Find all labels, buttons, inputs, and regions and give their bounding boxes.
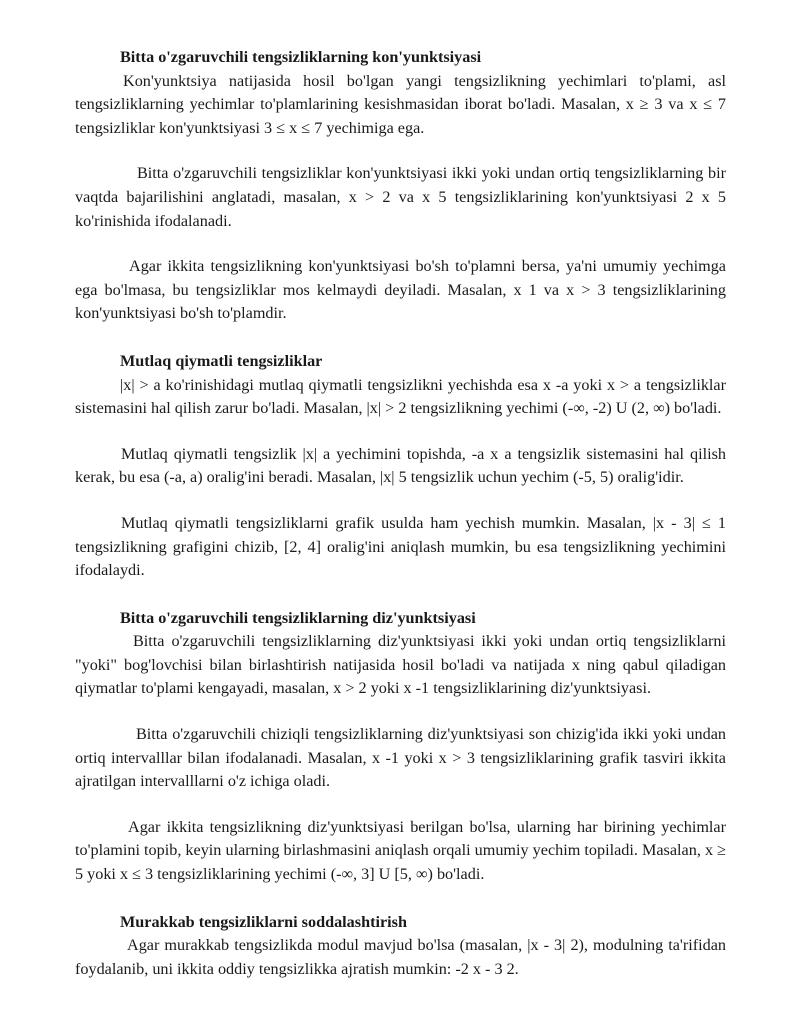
section-heading-simplification: Murakkab tengsizliklarni soddalashtirish — [120, 912, 407, 931]
paragraph: Bitta o'zgaruvchili tengsizliklar kon'yunktsiyasi ikki yoki undan ortiq tengsizliklarning bir vaqtda bajarilishini anglatadi, masalan, x > 2 va x 5 tengsizliklarining kon'yunktsiyasi 2 x 5 ko'rinishida ifodalanadi. — [75, 164, 726, 230]
paragraph: Bitta o'zgaruvchili tengsizliklarning diz'yunktsiyasi ikki yoki undan ortiq tengsizliklarni "yoki" bog'lovchisi bilan birlashtirish natijasida hosil bo'ladi va natijada x ning qabul qiladigan qiymatlar to'plami kengayadi, masalan, x > 2 yoki x -1 tengsizliklarining diz'yunktsiyasi. — [75, 632, 726, 698]
paragraph: Mutlaq qiymatli tengsizliklarni grafik usulda ham yechish mumkin. Masalan, |x - 3| ≤ 1 tengsizlikning grafigini chizib, [2, 4] oralig'ini aniqlash mumkin, bu esa tengsizlikning yechimini ifodalaydi. — [75, 513, 726, 580]
paragraph: Bitta o'zgaruvchili chiziqli tengsizliklarning diz'yunktsiyasi son chizig'ida ikki yoki undan ortiq intervalllar bilan ifodalanadi. Masalan, x -1 yoki x > 3 tengsizliklarining grafik tasviri ikkita ajratilgan intervalllarni o'z ichiga oladi. — [75, 725, 726, 791]
section-heading-disjunction: Bitta o'zgaruvchili tengsizliklarning diz'yunktsiyasi — [120, 608, 476, 627]
paragraph: Agar ikkita tengsizlikning kon'yunktsiyasi bo'sh to'plamni bersa, ya'ni umumiy yechimga ega bo'lmasa, bu tengsizliklar mos kelmaydi deyiladi. Masalan, x 1 va x > 3 tengsizliklarining kon'yunktsiyasi bo'sh to'plamdir. — [75, 257, 726, 323]
section-heading-absolute-value: Mutlaq qiymatli tengsizliklar — [120, 351, 323, 370]
paragraph: Mutlaq qiymatli tengsizlik |x| a yechimini topishda, -a x a tengsizlik sistemasini hal qilish kerak, bu esa (-a, a) oralig'ini beradi. Masalan, |x| 5 tengsizlik uchun yechim (-5, 5) oralig'idir. — [75, 444, 726, 487]
paragraph: Agar murakkab tengsizlikda modul mavjud bo'lsa (masalan, |x - 3| 2), modulning ta'rifidan foydalanib, uni ikkita oddiy tengsizlikka ajratish mumkin: -2 x - 3 2. — [75, 936, 726, 978]
paragraph: Kon'yunktsiya natijasida hosil bo'lgan yangi tengsizlikning yechimlari to'plami, asl tengsizliklarning yechimlar to'plamlarining kesishmasidan iborat bo'ladi. Masalan, x ≥ 3 va x ≤ 7 tengsizliklar kon'yunktsiyasi 3 ≤ x ≤ 7 yechimiga ega. — [75, 71, 726, 137]
section-heading-conjunction: Bitta o'zgaruvchili tengsizliklarning kon'yunktsiyasi — [120, 48, 482, 66]
paragraph: Agar ikkita tengsizlikning diz'yunktsiyasi berilgan bo'lsa, ularning har birining yechimlar to'plamini topib, keyin ularning birlashmasini aniqlash orqali umumiy yechim topiladi. Masalan, x ≥ 5 yoki x ≤ 3 tengsizliklarining yechimi (-∞, 3] U [5, ∞) bo'ladi. — [75, 817, 726, 884]
document-page — [75, 46, 726, 981]
paragraph: |x| > a ko'rinishidagi mutlaq qiymatli tengsizlikni yechishda esa x -a yoki x > a tengsizliklar sistemasini hal qilish zarur bo'ladi. Masalan, |x| > 2 tengsizlikning yechimi (-∞, -2) U (2, ∞) bo'ladi. — [75, 375, 726, 418]
